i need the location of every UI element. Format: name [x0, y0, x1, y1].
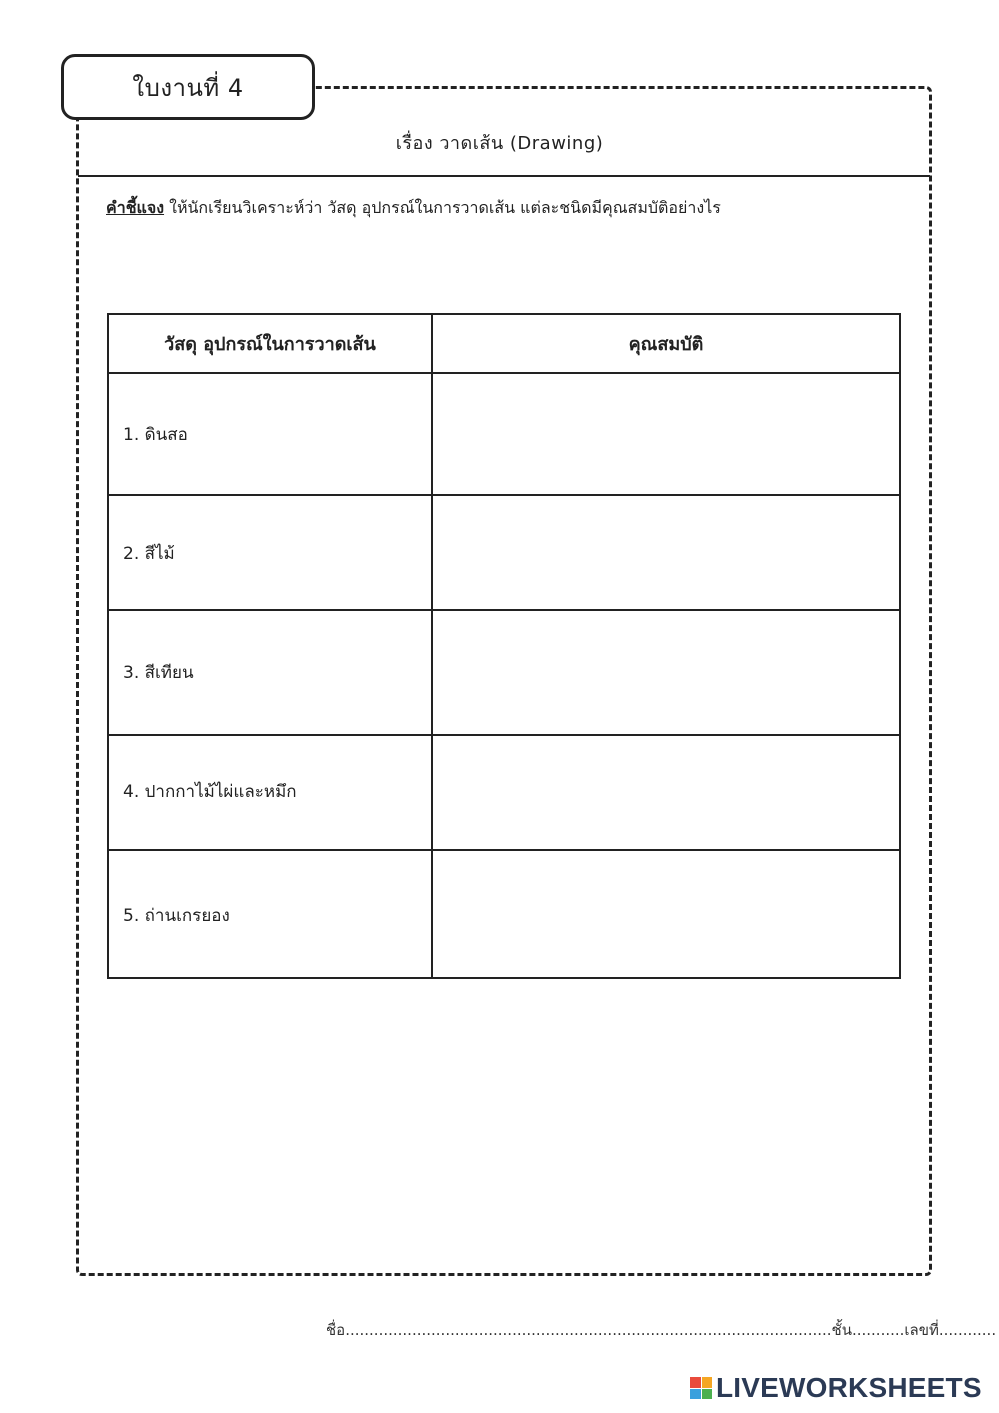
property-answer-field[interactable] [439, 854, 893, 972]
property-answer-field[interactable] [439, 614, 893, 729]
row-divider [109, 494, 899, 496]
student-info-line: ชื่อ......................................................................................................ชั้น...........เลขที่............ [326, 1321, 997, 1339]
worksheet-subtitle: เรื่อง วาดเส้น (Drawing) [395, 133, 604, 154]
property-answer-field[interactable] [439, 499, 893, 604]
table-row-item: 2. สีไม้ [123, 544, 175, 564]
column-divider [431, 315, 433, 977]
header-properties: คุณสมบัติ [628, 334, 704, 355]
header-divider [78, 175, 930, 177]
row-divider [109, 849, 899, 851]
worksheet-title [61, 54, 315, 120]
row-divider [109, 372, 899, 374]
table-row-item: 5. ถ่านเกรยอง [123, 906, 230, 926]
liveworksheets-logo-icon [690, 1377, 712, 1399]
table-row-item: 3. สีเทียน [123, 663, 194, 683]
instructions-label: คำชี้แจง [106, 198, 165, 217]
table-row-item: 4. ปากกาไม้ไผ่และหมึก [123, 782, 297, 802]
property-answer-field[interactable] [439, 377, 893, 489]
header-materials: วัสดุ อุปกรณ์ในการวาดเส้น [164, 334, 376, 355]
property-answer-field[interactable] [439, 739, 893, 844]
brand-name: LIVEWORKSHEETS [716, 1372, 982, 1403]
row-divider [109, 609, 899, 611]
row-divider [109, 734, 899, 736]
liveworksheets-brand [690, 1372, 982, 1404]
instructions [106, 196, 721, 221]
table-row-item: 1. ดินสอ [123, 425, 188, 445]
worksheet-title-text: ใบงานที่ 4 [132, 73, 244, 102]
instructions-text: ให้นักเรียนวิเคราะห์ว่า วัสดุ อุปกรณ์ในการวาดเส้น แต่ละชนิดมีคุณสมบัติอย่างไร [164, 198, 721, 217]
materials-table [107, 313, 901, 979]
